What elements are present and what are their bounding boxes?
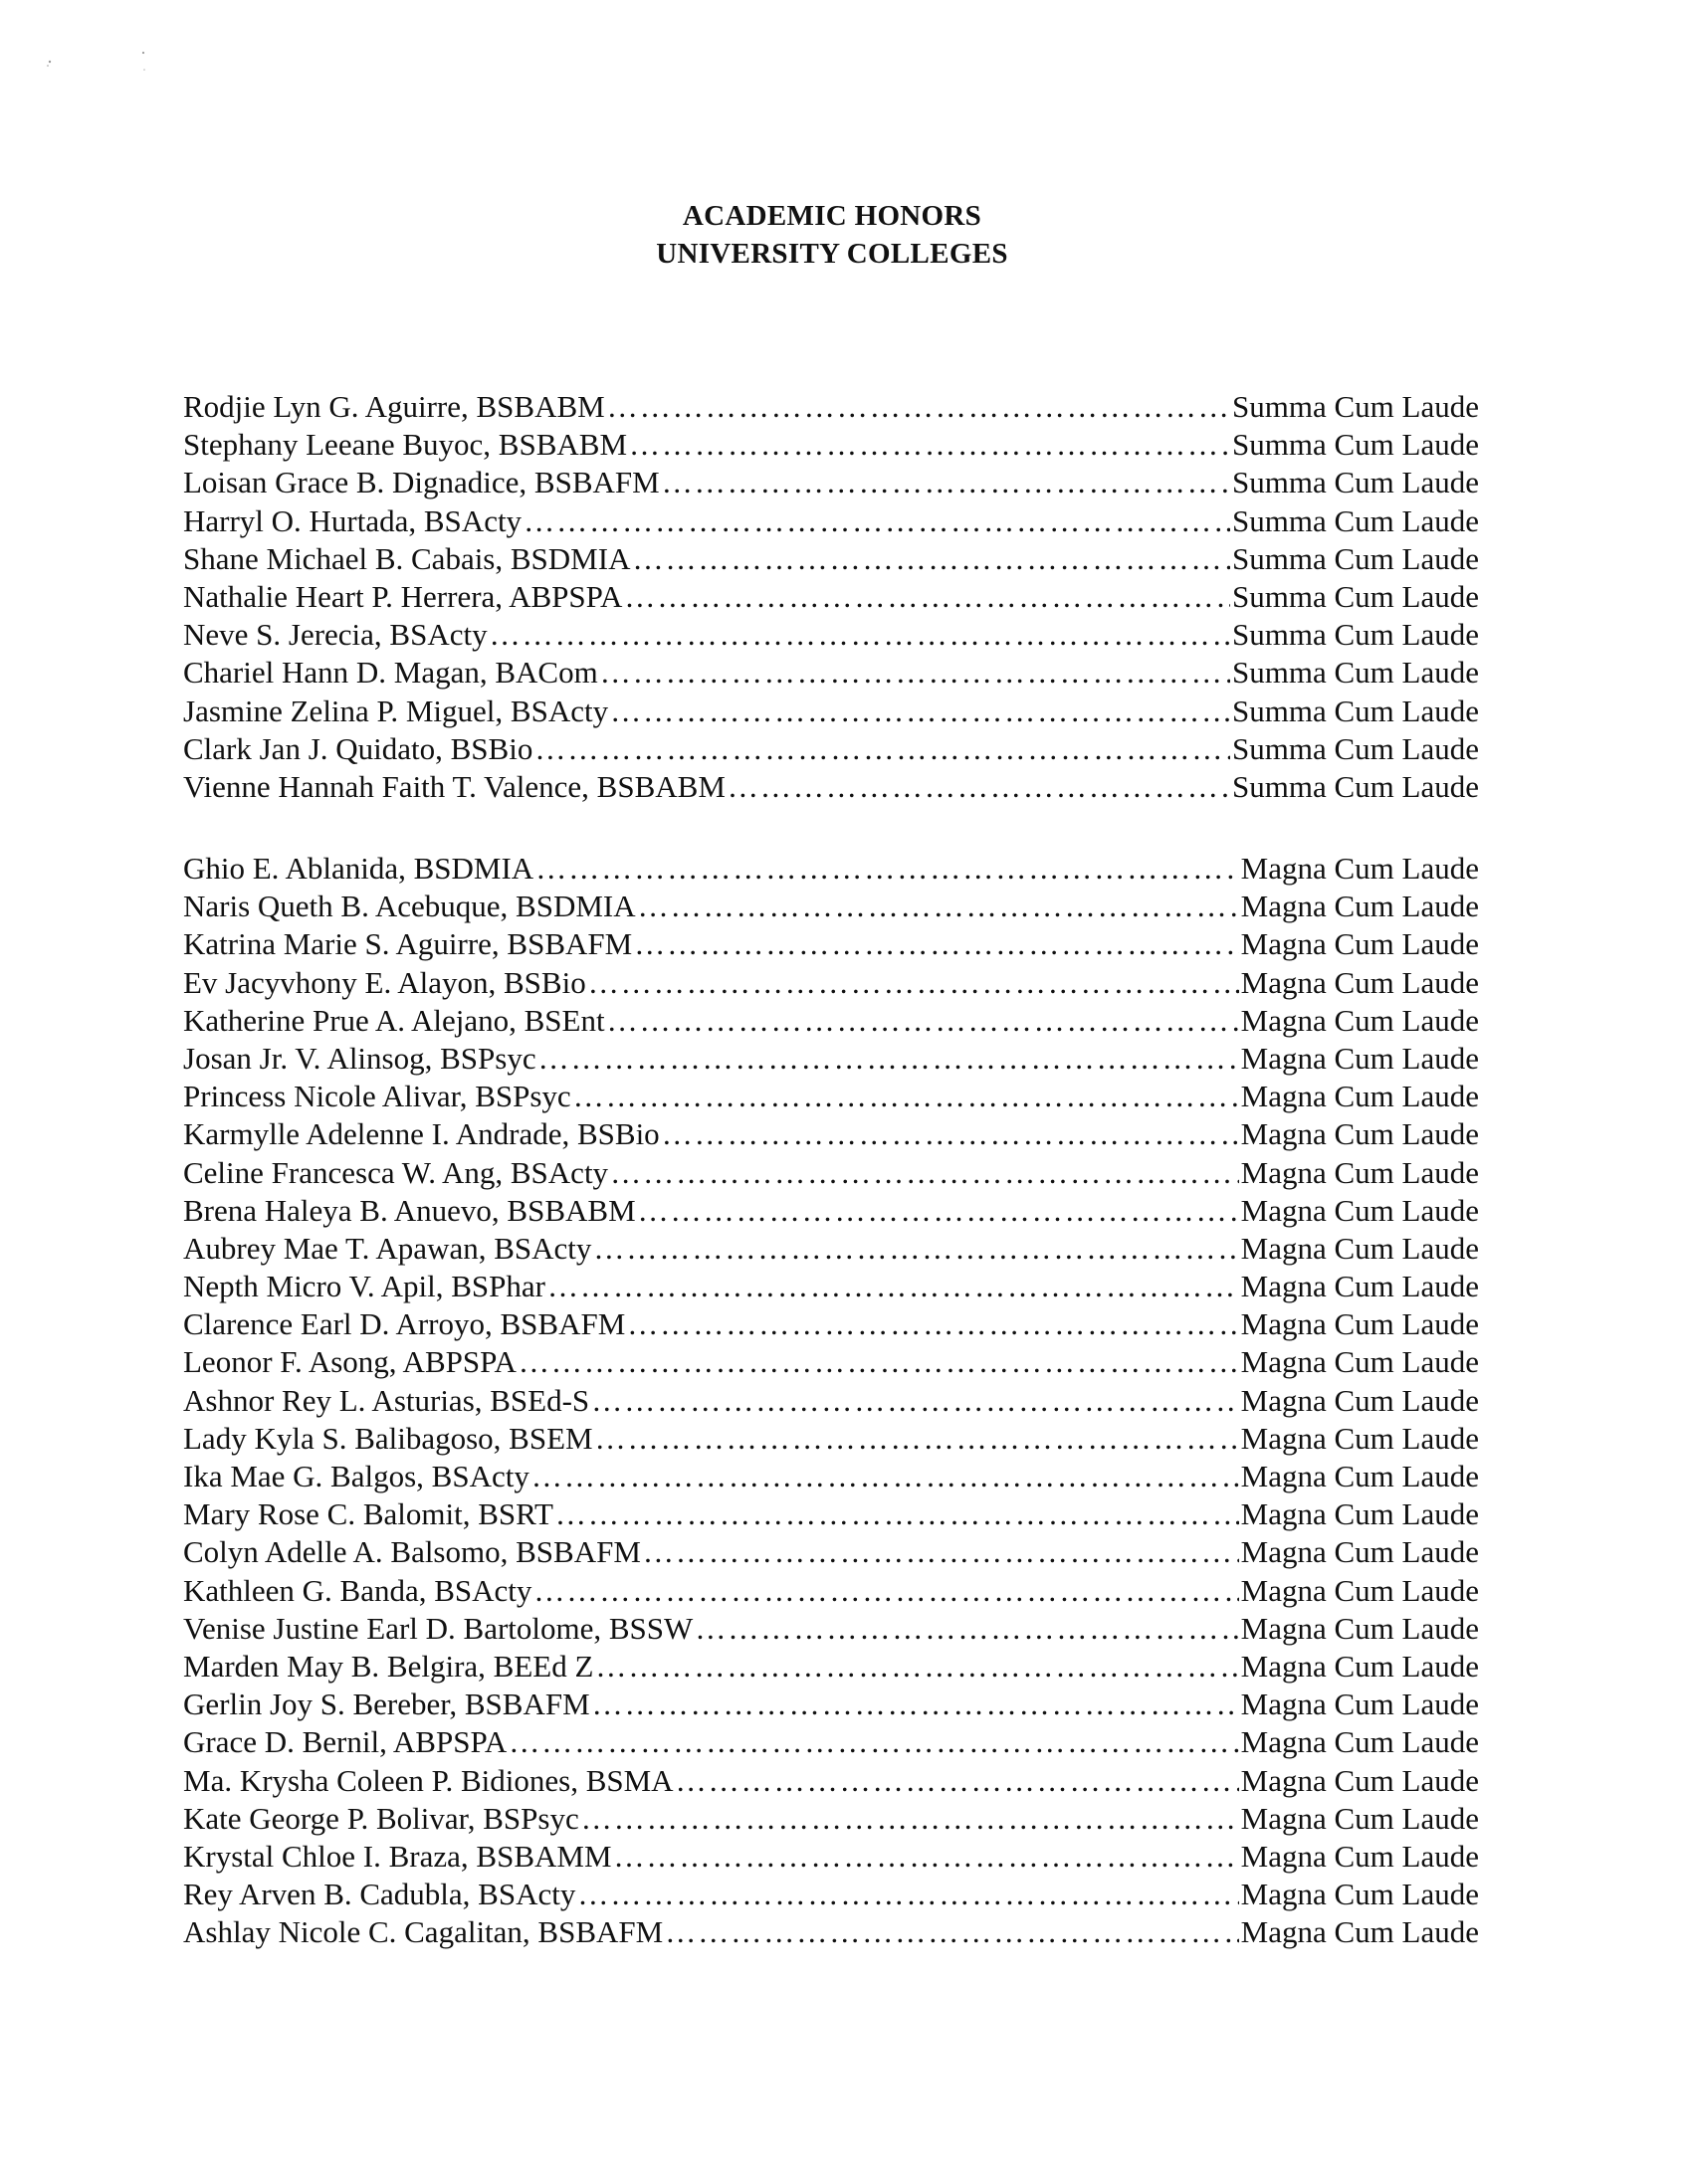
graduate-name: Josan Jr. V. Alinsog, BSPsyc [183, 1040, 536, 1076]
honor-label: Summa Cum Laude [1232, 768, 1479, 804]
honor-label: Magna Cum Laude [1240, 1648, 1479, 1684]
honor-list-item [183, 578, 1479, 616]
graduate-name: Celine Francesca W. Ang, BSActy [183, 1154, 609, 1190]
honor-list-item [183, 1572, 1479, 1610]
graduate-name: Ev Jacyvhony E. Alayon, BSBio [183, 964, 586, 1000]
honor-list-item [183, 1305, 1479, 1343]
honor-list-item [183, 426, 1479, 464]
graduate-name: Clarence Earl D. Arroyo, BSBAFM [183, 1306, 626, 1342]
graduate-name: Ika Mae G. Balgos, BSActy [183, 1459, 529, 1493]
graduate-name: Vienne Hannah Faith T. Valence, BSBABM [183, 768, 726, 804]
document-subtitle: UNIVERSITY COLLEGES [656, 238, 1008, 270]
honor-list-item [183, 1495, 1479, 1533]
honor-label: Magna Cum Laude [1240, 1116, 1479, 1152]
graduate-name: Stephany Leeane Buyoc, BSBABM [183, 427, 628, 463]
honor-list-item [183, 1192, 1479, 1230]
dot-leader [662, 1115, 1239, 1153]
honor-label: Magna Cum Laude [1240, 1079, 1479, 1114]
honor-label: Magna Cum Laude [1240, 1838, 1479, 1874]
graduate-name: Rey Arven B. Cadubla, BSActy [183, 1877, 576, 1912]
graduate-name: Karmylle Adelenne I. Andrade, BSBio [183, 1116, 660, 1152]
honor-label: Magna Cum Laude [1240, 1496, 1479, 1532]
honor-label: Summa Cum Laude [1232, 465, 1479, 500]
honor-label: Magna Cum Laude [1240, 1572, 1479, 1608]
document-header [0, 197, 1686, 273]
honor-list-item [183, 1762, 1479, 1800]
honor-list-item [183, 1078, 1479, 1115]
dot-leader [695, 1610, 1238, 1648]
dot-leader [676, 1762, 1239, 1800]
dot-leader [638, 1192, 1239, 1230]
honor-list-item [183, 1268, 1479, 1305]
graduate-name: Shane Michael B. Cabais, BSDMIA [183, 540, 631, 576]
dot-leader [490, 616, 1230, 654]
dot-leader [588, 964, 1239, 1002]
graduate-name: Naris Queth B. Acebuque, BSDMIA [183, 889, 636, 924]
honor-list-item [183, 502, 1479, 540]
honor-list-item [183, 1913, 1479, 1951]
graduate-name: Ashlay Nicole C. Cagalitan, BSBAFM [183, 1914, 664, 1950]
dot-leader [634, 925, 1238, 963]
honor-label: Magna Cum Laude [1240, 1306, 1479, 1342]
honor-label: Magna Cum Laude [1240, 1040, 1479, 1076]
honor-label: Summa Cum Laude [1232, 540, 1479, 576]
honor-list-item [183, 1838, 1479, 1876]
honor-list-item [183, 1154, 1479, 1192]
dot-leader [547, 1268, 1239, 1305]
graduate-name: Neve S. Jerecia, BSActy [183, 617, 488, 653]
honor-list-item [183, 1115, 1479, 1153]
honor-label: Magna Cum Laude [1240, 1154, 1479, 1190]
dot-leader [614, 1838, 1239, 1876]
graduate-name: Loisan Grace B. Dignadice, BSBAFM [183, 465, 660, 500]
honor-label: Summa Cum Laude [1232, 427, 1479, 463]
dot-leader [638, 888, 1239, 925]
dot-leader [538, 1040, 1239, 1078]
graduate-name: Clark Jan J. Quidato, BSBio [183, 730, 533, 766]
dot-leader [728, 768, 1230, 806]
honor-list-item [183, 1230, 1479, 1268]
honor-label: Summa Cum Laude [1232, 389, 1479, 424]
graduate-name: Jasmine Zelina P. Miguel, BSActy [183, 693, 609, 728]
dot-leader [600, 654, 1230, 692]
honor-label: Summa Cum Laude [1232, 730, 1479, 766]
honor-label: Magna Cum Laude [1240, 1459, 1479, 1493]
graduate-name: Marden May B. Belgira, BEEd Z [183, 1648, 594, 1684]
honor-list-item [183, 1533, 1479, 1571]
graduate-name: Lady Kyla S. Balibagoso, BSEM [183, 1420, 593, 1456]
graduate-name: Krystal Chloe I. Braza, BSBAMM [183, 1838, 612, 1874]
dot-leader [533, 1572, 1238, 1610]
dot-leader [519, 1343, 1239, 1381]
dot-leader [607, 1002, 1239, 1040]
magna-cum-laude-list [183, 850, 1479, 1951]
honor-list-item [183, 1686, 1479, 1723]
dot-leader [577, 1876, 1238, 1913]
graduate-name: Ashnor Rey L. Asturias, BSEd-S [183, 1382, 590, 1418]
honor-list-item [183, 888, 1479, 925]
graduate-name: Colyn Adelle A. Balsomo, BSBAFM [183, 1534, 641, 1570]
graduate-name: Rodjie Lyn G. Aguirre, BSBABM [183, 389, 605, 424]
honor-label: Magna Cum Laude [1240, 1762, 1479, 1798]
dot-leader [534, 730, 1230, 768]
honor-list-item [183, 730, 1479, 768]
honor-list-item [183, 540, 1479, 578]
honor-label: Magna Cum Laude [1240, 1382, 1479, 1418]
graduate-name: Brena Haleya B. Anuevo, BSBABM [183, 1192, 636, 1228]
honor-label: Magna Cum Laude [1240, 1230, 1479, 1266]
honor-label: Magna Cum Laude [1240, 1724, 1479, 1760]
graduate-name: Venise Justine Earl D. Bartolome, BSSW [183, 1610, 694, 1646]
dot-leader [555, 1495, 1239, 1533]
honor-list-item [183, 654, 1479, 692]
dot-leader [535, 850, 1238, 888]
dot-leader [665, 1913, 1238, 1951]
honor-list-item [183, 1610, 1479, 1648]
graduate-name: Katrina Marie S. Aguirre, BSBAFM [183, 926, 633, 962]
dot-leader [624, 578, 1230, 616]
graduate-name: Katherine Prue A. Alejano, BSEnt [183, 1002, 605, 1038]
graduate-name: Princess Nicole Alivar, BSPsyc [183, 1079, 571, 1114]
honor-label: Magna Cum Laude [1240, 1914, 1479, 1950]
graduate-name: Chariel Hann D. Magan, BACom [183, 655, 598, 691]
honor-label: Magna Cum Laude [1240, 1534, 1479, 1570]
graduate-name: Grace D. Bernil, ABPSPA [183, 1724, 508, 1760]
honor-label: Magna Cum Laude [1240, 1192, 1479, 1228]
dot-leader [573, 1078, 1239, 1115]
honor-list-item [183, 1002, 1479, 1040]
dot-leader [643, 1533, 1239, 1571]
dot-leader [592, 1686, 1239, 1723]
graduate-name: Leonor F. Asong, ABPSPA [183, 1344, 517, 1380]
dot-leader [627, 1305, 1238, 1343]
honor-list-item [183, 850, 1479, 888]
honor-label: Magna Cum Laude [1240, 1420, 1479, 1456]
honor-list-item [183, 1876, 1479, 1913]
dot-leader [610, 1154, 1239, 1192]
honor-label: Magna Cum Laude [1240, 926, 1479, 962]
graduate-name: Kate George P. Bolivar, BSPsyc [183, 1800, 579, 1836]
dot-leader [632, 540, 1230, 578]
honor-list-item [183, 693, 1479, 730]
dot-leader [607, 388, 1230, 426]
graduate-name: Gerlin Joy S. Bereber, BSBAFM [183, 1687, 590, 1722]
honor-list-item [183, 1382, 1479, 1420]
honor-list-item [183, 1420, 1479, 1458]
honor-label: Magna Cum Laude [1240, 1344, 1479, 1380]
honor-list-item [183, 768, 1479, 806]
honor-label: Magna Cum Laude [1240, 1269, 1479, 1304]
dot-leader [662, 464, 1230, 501]
graduate-name: Nathalie Heart P. Herrera, ABPSPA [183, 578, 623, 614]
honor-list-item [183, 616, 1479, 654]
graduate-name: Mary Rose C. Balomit, BSRT [183, 1496, 553, 1532]
honor-list-item [183, 1800, 1479, 1838]
graduate-name: Harryl O. Hurtada, BSActy [183, 502, 523, 538]
graduate-name: Kathleen G. Banda, BSActy [183, 1572, 532, 1608]
dot-leader [629, 426, 1230, 464]
honor-label: Magna Cum Laude [1240, 1800, 1479, 1836]
honor-label: Summa Cum Laude [1232, 578, 1479, 614]
document-title: ACADEMIC HONORS [682, 200, 982, 232]
honor-list-item [183, 1458, 1479, 1495]
honor-label: Magna Cum Laude [1240, 1877, 1479, 1912]
dot-leader [610, 693, 1230, 730]
honor-list-item [183, 1723, 1479, 1761]
dot-leader [595, 1420, 1239, 1458]
honor-list-item [183, 925, 1479, 963]
honor-list-item [183, 1040, 1479, 1078]
dot-leader [524, 502, 1230, 540]
graduate-name: Ma. Krysha Coleen P. Bidiones, BSMA [183, 1762, 674, 1798]
honor-label: Magna Cum Laude [1240, 1687, 1479, 1722]
dot-leader [595, 1648, 1238, 1686]
dot-leader [591, 1382, 1238, 1420]
honor-label: Summa Cum Laude [1232, 693, 1479, 728]
scan-speck-marks [40, 50, 159, 90]
honor-list-item [183, 1343, 1479, 1381]
honor-list-item [183, 388, 1479, 426]
dot-leader [509, 1723, 1238, 1761]
honor-label: Magna Cum Laude [1240, 1610, 1479, 1646]
honor-list-item [183, 964, 1479, 1002]
honor-label: Magna Cum Laude [1240, 964, 1479, 1000]
honor-list-item [183, 464, 1479, 501]
dot-leader [531, 1458, 1239, 1495]
honor-label: Summa Cum Laude [1232, 617, 1479, 653]
graduate-name: Aubrey Mae T. Apawan, BSActy [183, 1230, 592, 1266]
graduate-name: Ghio E. Ablanida, BSDMIA [183, 851, 534, 886]
summa-cum-laude-list [183, 388, 1479, 806]
honor-label: Summa Cum Laude [1232, 502, 1479, 538]
dot-leader [581, 1800, 1239, 1838]
honor-label: Magna Cum Laude [1240, 851, 1479, 886]
honor-label: Summa Cum Laude [1232, 655, 1479, 691]
honor-label: Magna Cum Laude [1240, 889, 1479, 924]
graduate-name: Nepth Micro V. Apil, BSPhar [183, 1269, 545, 1304]
honor-label: Magna Cum Laude [1240, 1002, 1479, 1038]
honor-list-item [183, 1648, 1479, 1686]
dot-leader [593, 1230, 1238, 1268]
